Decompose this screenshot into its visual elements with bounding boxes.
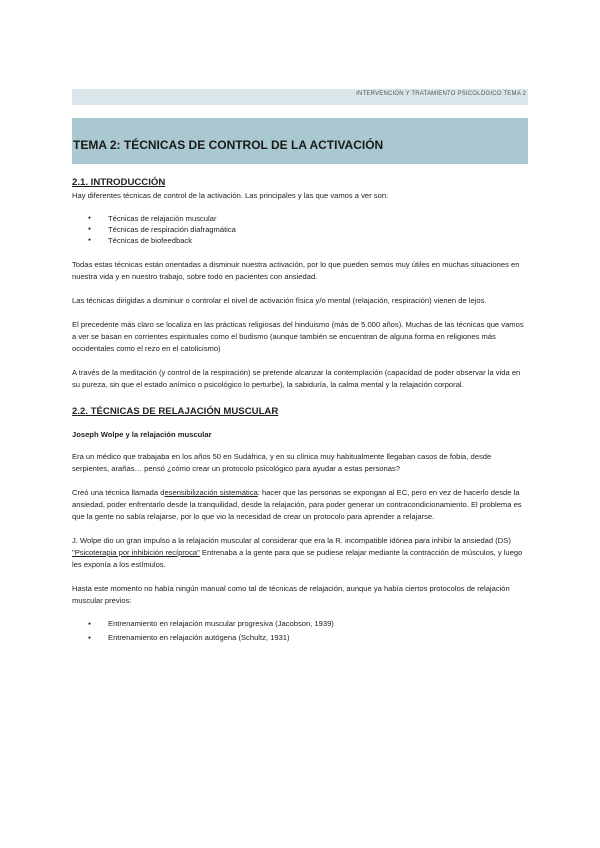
subheading: Joseph Wolpe y la relajación muscular: [72, 430, 212, 439]
intro-paragraph: Hay diferentes técnicas de control de la activación. Las principales y las que vamos a ver son:: [72, 191, 389, 200]
paragraph: Era un médico que trabajaba en los años 50 en Sudáfrica, y en su clínica muy habitualmente llegaban casos de fobia, desde serpientes, arañas… pensó ¿cómo crear un protocolo psicológico para ayudar a estas personas?: [72, 452, 492, 473]
text-run: J. Wolpe dio un gran impulso a la relajación muscular al considerar que era la R. incompatible idónea para inhibir la ansiedad (DS): [72, 536, 511, 545]
page-title: TEMA 2: TÉCNICAS DE CONTROL DE LA ACTIVACIÓN: [73, 138, 384, 152]
paragraph: A través de la meditación (y control de la respiración) se pretende alcanzar la contemplación (capacidad de poder observar la vida en su pureza, sin que el estado anímico o psicológico lo perturbe), la sabiduría, la calma mental y la relajación corporal.: [72, 368, 521, 389]
list-item: ● Técnicas de relajación muscular: [72, 213, 528, 224]
paragraph: Todas estas técnicas están orientadas a disminuir nuestra activación, por lo que pueden sernos muy útiles en muchas situaciones en nuestra vida y en nuestro trabajo, sobre todo en pacientes con ansiedad.: [72, 260, 520, 281]
paragraph: El precedente más claro se localiza en las prácticas religiosas del hinduismo (más de 5.000 años). Muchas de las técnicas que vamos a ver se basan en corrientes espirituales como el budismo (aunque también se encuentran de alguna forma en religiones más occidentales como el rezo en el catolicismo): [72, 320, 524, 353]
paragraph: [72, 535, 528, 571]
text-run: : hacer que las personas se expongan al EC, pero en vez de hacerlo desde la ansiedad, poder enfrentarlo desde la tranquilidad, desde la relajación, para poder generar un contracondicionamiento. El problema es que la gente no sabía relajarse, por lo que vio la necesidad de crear un protocolo para aprender a relajarse.: [72, 488, 522, 521]
title-banner: [72, 118, 528, 164]
term-desensibilizacion: esensibilización sistemática: [164, 488, 258, 497]
protocols-list: [72, 617, 528, 645]
paragraph: [72, 487, 528, 523]
list-item: ● Técnicas de biofeedback: [72, 235, 528, 246]
paragraph: Hasta este momento no había ningún manual como tal de técnicas de relajación, aunque ya había ciertos protocolos de relajación muscular previos:: [72, 584, 510, 605]
document-body: [72, 176, 528, 645]
paragraph: Las técnicas dirigidas a disminuir o controlar el nivel de activación física y/o mental (relajación, respiración) vienen de lejos.: [72, 296, 487, 305]
term-psicoterapia: "Psicoterapia por inhibición recíproca": [72, 548, 200, 557]
running-header: [72, 89, 528, 105]
section-heading-relajacion: 2.2. TÉCNICAS DE RELAJACIÓN MUSCULAR: [72, 406, 279, 417]
list-item: ● Entrenamiento en relajación muscular progresiva (Jacobson, 1939): [72, 617, 528, 631]
techniques-list: [72, 213, 528, 246]
list-item: ● Entrenamiento en relajación autógena (Schultz, 1931): [72, 631, 528, 645]
running-head-text: INTERVENCIÓN Y TRATAMIENTO PSICOLÓGICO TEMA 2: [356, 91, 526, 97]
text-run: Creó una técnica llamada d: [72, 488, 165, 497]
section-heading-introduccion: 2.1. INTRODUCCIÓN: [72, 177, 166, 188]
text-run: Entrenaba a la gente para que se pudiese relajar mediante la contracción de músculos, y luego les exponía a los estímulos.: [72, 548, 523, 569]
list-item: ● Técnicas de respiración diafragmática: [72, 224, 528, 235]
